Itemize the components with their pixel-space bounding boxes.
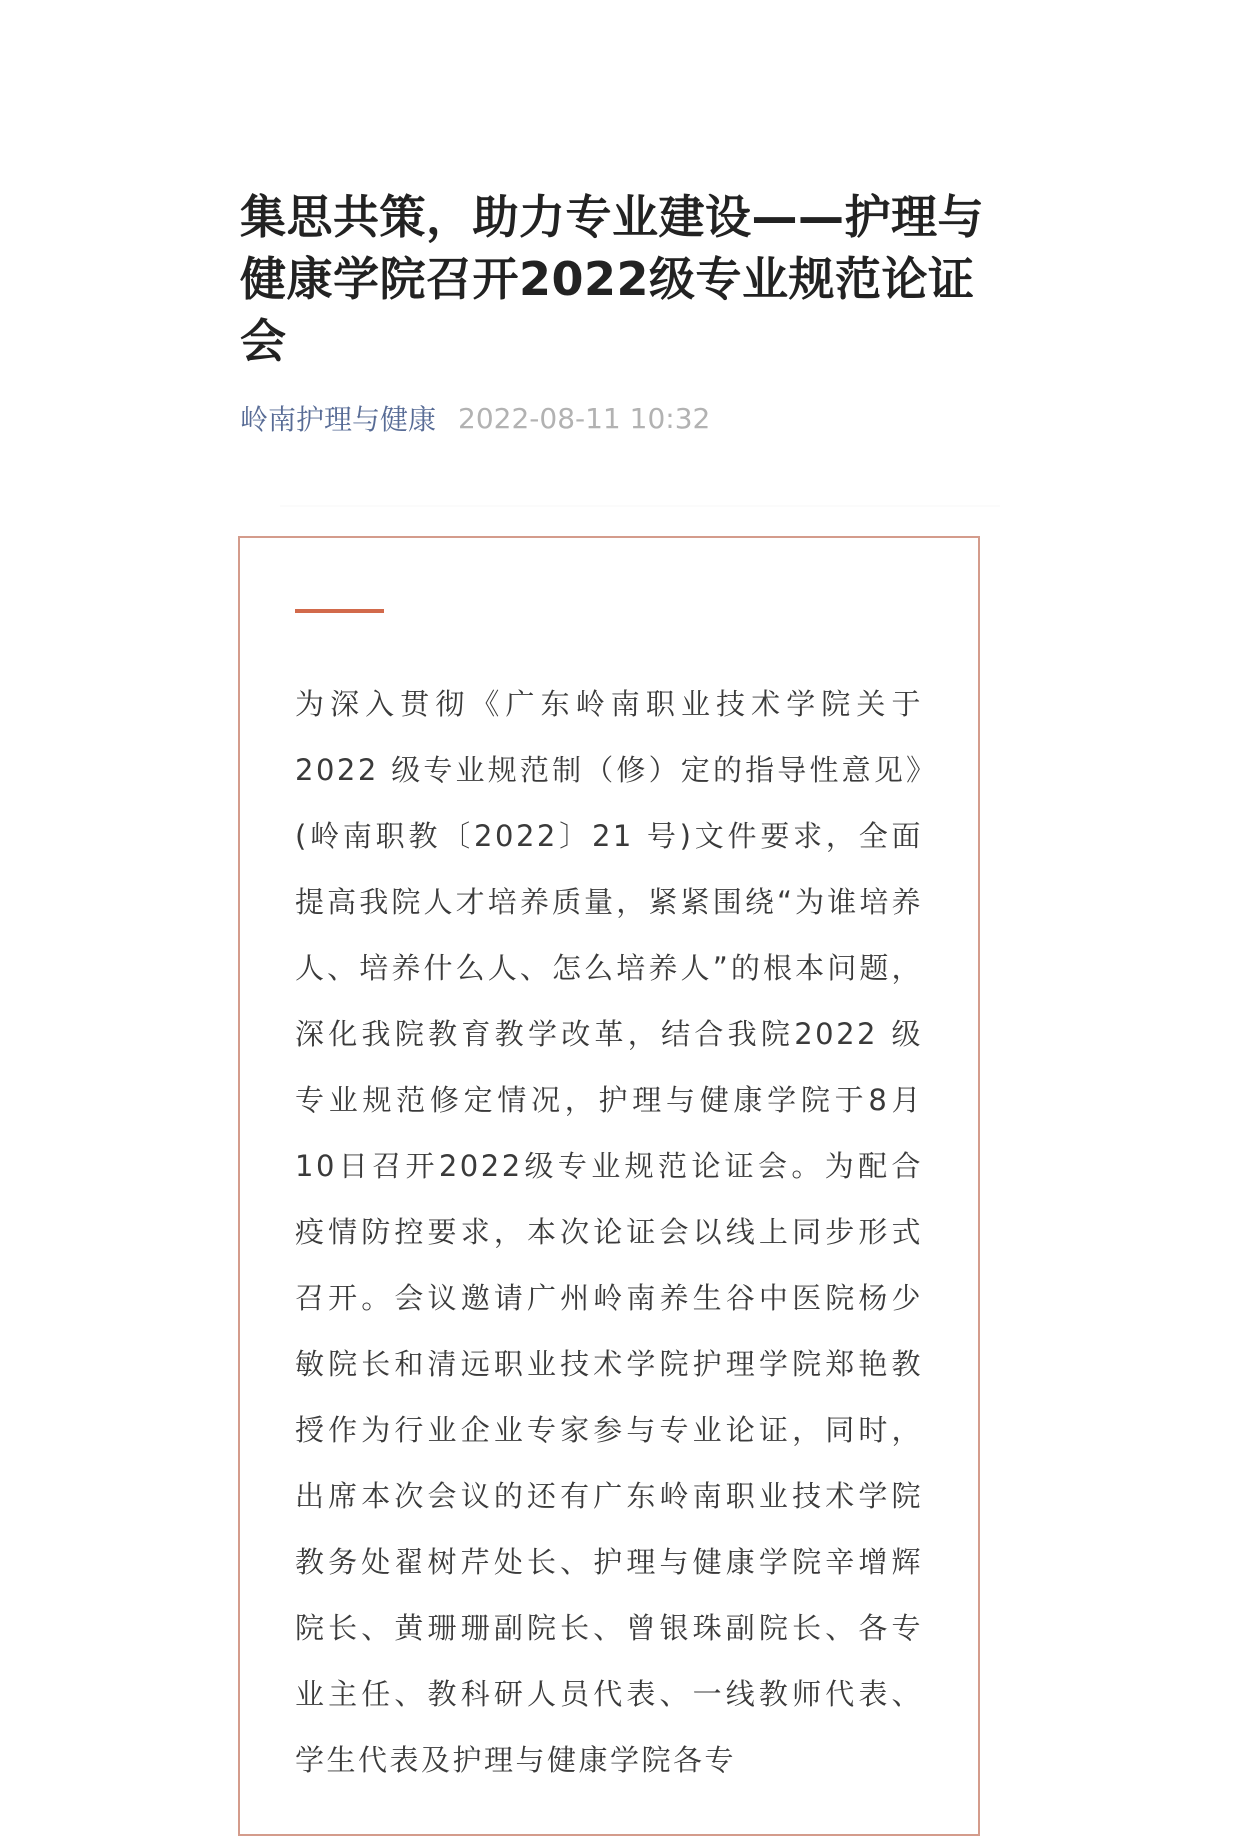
accent-bar (295, 609, 384, 613)
account-name-link[interactable]: 岭南护理与健康 (240, 403, 437, 436)
article-meta (240, 398, 992, 438)
article-content-box (238, 536, 980, 1836)
article-header (240, 186, 992, 438)
publish-time: 2022-08-11 10:32 (458, 401, 711, 435)
article-body-paragraph: 为深入贯彻《广东岭南职业技术学院关于2022 级专业规范制（修）定的指导性意见》(岭南职教〔2022〕21 号)文件要求，全面提高我院人才培养质量，紧紧围绕“为谁培养人、培养什么人、怎么培养人”的根本问题，深化我院教育教学改革，结合我院2022 级专业规范修定情况，护理与健康学院于8月10日召开2022级专业规范论证会。为配合疫情防控要求，本次论证会以线上同步形式召开。会议邀请广州岭南养生谷中医院杨少敏院长和清远职业技术学院护理学院郑艳教授作为行业企业专家参与专业论证，同时，出席本次会议的还有广东岭南职业技术学院教务处翟树芹处长、护理与健康学院辛增辉院长、黄珊珊副院长、曾银珠副院长、各专业主任、教科研人员代表、一线教师代表、学生代表及护理与健康学院各专 (295, 687, 923, 1777)
article-title: 集思共策，助力专业建设——护理与健康学院召开2022级专业规范论证会 (240, 190, 984, 368)
header-divider (280, 505, 1000, 507)
